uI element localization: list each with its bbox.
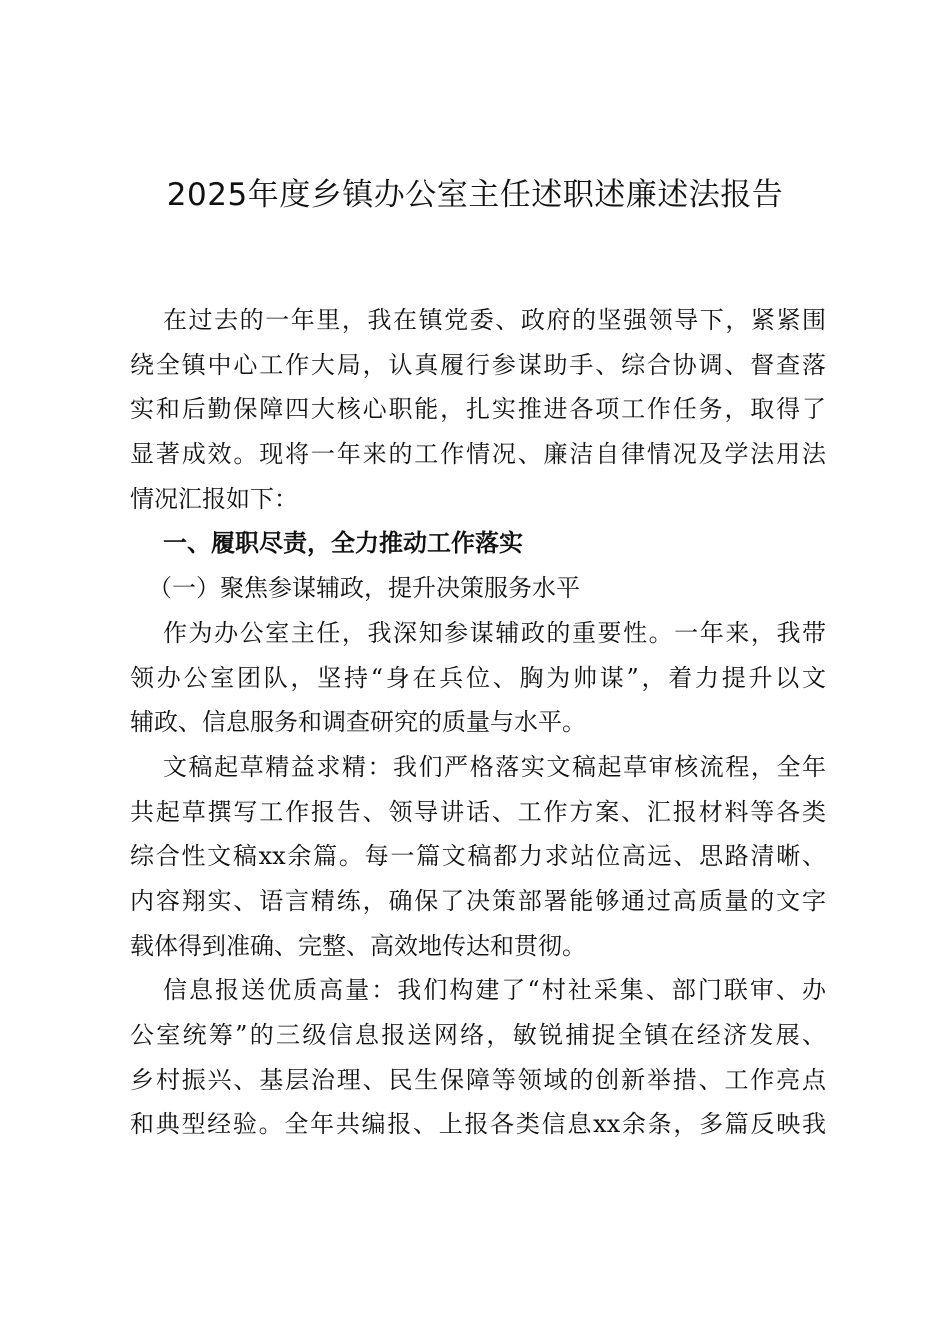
paragraph-line: 乡村振兴、基层治理、民生保障等领域的创新举措、工作亮点 [130, 1065, 826, 1094]
subsection-heading: （一）聚焦参谋辅政，提升决策服务水平 [148, 574, 580, 603]
paragraph-line: 文稿起草精益求精：我们严格落实文稿起草审核流程，全年 [163, 752, 826, 781]
paragraph-line: 综合性文稿xx余篇。每一篇文稿都力求站位高远、思路清晰、 [130, 842, 826, 871]
paragraph-line: 显著成效。现将一年来的工作情况、廉洁自律情况及学法用法 [130, 440, 826, 469]
document-body [130, 298, 826, 1147]
paragraph-line: 在过去的一年里，我在镇党委、政府的坚强领导下，紧紧围 [163, 306, 826, 334]
paragraph-line: 作为办公室主任，我深知参谋辅政的重要性。一年来，我带 [163, 618, 826, 647]
paragraph-line: 绕全镇中心工作大局，认真履行参谋助手、综合协调、督查落 [130, 350, 826, 379]
paragraph-line: 情况汇报如下： [130, 484, 298, 513]
paragraph-line: 公室统筹”的三级信息报送网络，敏锐捕捉全镇在经济发展、 [130, 1021, 826, 1049]
paragraph-line: 领办公室团队，坚持“身在兵位、胸为帅谋”，着力提升以文 [130, 663, 826, 692]
paragraph-line: 信息报送优质高量：我们构建了“村社采集、部门联审、办 [163, 976, 826, 1005]
paragraph-line: 共起草撰写工作报告、领导讲话、工作方案、汇报材料等各类 [130, 797, 826, 826]
section-heading: 一、履职尽责，全力推动工作落实 [163, 529, 523, 558]
paragraph-line: 内容翔实、语言精练，确保了决策部署能够通过高质量的文字 [130, 886, 826, 915]
paragraph-line: 和典型经验。全年共编报、上报各类信息xx余条，多篇反映我 [130, 1110, 826, 1139]
paragraph-line: 载体得到准确、完整、高效地传达和贯彻。 [130, 931, 586, 960]
paragraph-line: 实和后勤保障四大核心职能，扎实推进各项工作任务，取得了 [130, 395, 826, 424]
paragraph-line: 辅政、信息服务和调查研究的质量与水平。 [130, 708, 586, 737]
document-title: 2025年度乡镇办公室主任述职述廉述法报告 [166, 177, 784, 213]
